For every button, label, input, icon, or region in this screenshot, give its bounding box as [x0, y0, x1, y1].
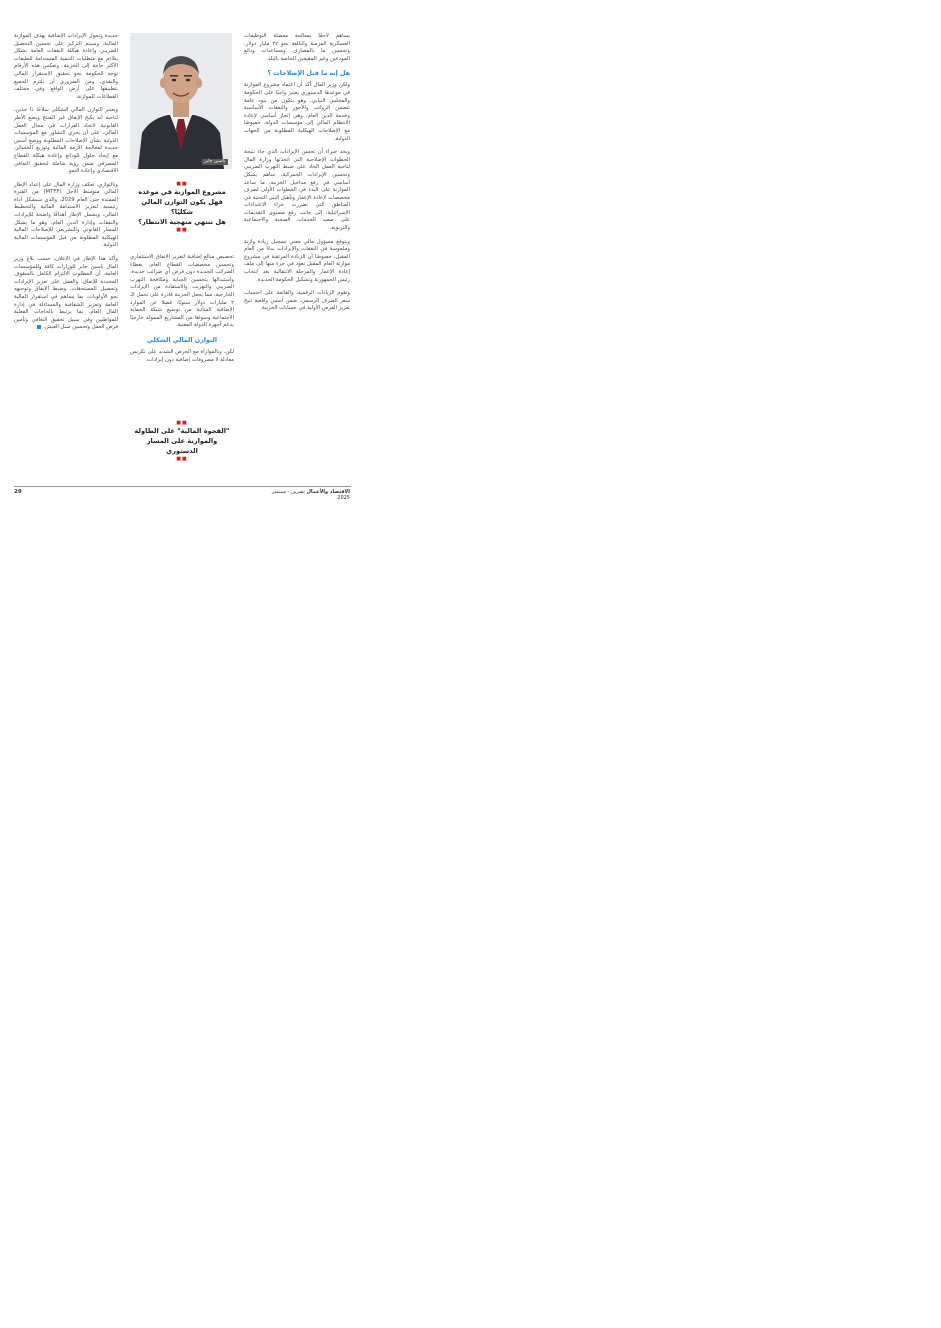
pull-quote-budget: [130, 181, 234, 233]
pull-quote-line: هل تنتهي منهجية الانتظار؟: [138, 218, 226, 226]
issue-date: تشرين - سبتمبر 2025: [271, 489, 350, 501]
paragraph: تخصيص مبالغ إضافية لتعزيز الإنفاق الاستثماري وتحسين مخصصات القطاع العام، بغطاء الضرائب الجديدة دون فرض أي ضرائب جديدة، واستبدالها بتحسين الجباية ومكافحة التهرب الضريبي والتهريب والاستفادة من الإيرادات الخارجية، مما يجعل الخزينة قادرة على تحمل الـ ٢ مليارات دولار سنويًا، فضلا عن الموارد الإضافية المتأتية من توسيع شبكة الحماية الاجتماعية وسواها من المشاريع الممولة خارجيًا بدعم أجهزة الدولة المعنية.: [130, 254, 234, 329]
paragraph: ولكن وزير المال أكد أن اعتماد مشروع الموازنة في موعدها الدستوري يعتبر واجبًا على الحكومة والمجلس النيابي، وهو يتكون من بنود عامة تتضمن الرواتب والأجور والنفقات الأساسية وخدمة الدين العام، وهي إنجاز أساسي لإعادة الانتظام المالي إلى مؤسسات الدولة، خصوصًا مع الإصلاحات الهيكلية المطلوبة من الجهات الدولية.: [244, 82, 350, 142]
paragraph: لكن، وبالموازاة مع الحرص الشديد على تكريس معادلة لا مصروفات إضافية دون إيرادات.: [130, 348, 234, 363]
paragraph: وبالتوازي، تعكف وزارة المال على إعداد الإطار المالي متوسط الأجل (MTFF) من الفترة الممتدة حتى العام 2029، والذي سيشكل أداة رئيسية لتعزيز الاستدامة المالية والتخطيط المالي، ويشمل الإطار أهدافًا واضحة للإيرادات والنفقات وإدارة الدين العام، وهو ما يشكل المسار القانوني والتشريعي للإصلاحات المالية الهيكلية المطلوبة من قبل المؤسسات المالية الدولية.: [14, 181, 118, 249]
magazine-name: الاقتصاد والأعمال: [306, 489, 350, 495]
quote-marks: ■■: [176, 227, 188, 233]
article-column-middle: [130, 254, 234, 370]
paragraph: [14, 256, 118, 332]
paragraph-text: وأكد هذا الإطار في الإعلان، حسب بلاغ وزير المال ياسين جابر للوزارات كافة وللمؤسسات العامة، أن المطلوب الالتزام الكامل بالسقوف المحددة للإنفاق، والعمل على تعزيز الإيرادات وتحصيل المستحقات، وضبط الإنفاق وتوجيهه نحو الأولويات، بما يساهم في استقرار المالية العامة وتعزيز الشفافية والمساءلة في إدارة المال العام، بما يرتبط بالحاجات الفعلية للمواطنين وفي سبيل تحقيق التعافي وتأمين فرص العمل وتحسين سبل العيش.: [14, 256, 118, 331]
section-subheading: هل إنه ما قبل الإصلاحات ؟: [267, 70, 350, 78]
paragraph: ويجد خبراء أن تحسن الإيرادات الذي جاء نتيجة الخطوات الإصلاحية التي اتخذتها وزارة المال لناحية العمل الجاد على ضبط التهرب الضريبي وتحسين الإيرادات الجمركية، ساهم بشكل أساسي في رفع مداخيل الخزينة، ما ساعد الموازنة على البدء في الخطوات الأولى لصرف مخصصات لإعادة الإعمار وتأهيل البنى التحتية في المناطق التي تضررت جراء الاعتداءات الإسرائيلية، إلى جانب رفع مستوى التقديمات على صعيد الخدمات الصحية والاجتماعية والتربوية.: [244, 149, 350, 232]
pull-quote-fiscal-gap: [130, 420, 234, 462]
photo-caption: ياسين جابر: [202, 159, 229, 165]
footer-divider: [14, 486, 351, 487]
quote-marks: ■■: [176, 420, 188, 426]
paragraph: وتقوم الزيادات الرقمية، والقائمة على احتساب سعر الصرف الرسمي، ضمن أسس واقعية تتيح تعزيز الفرص الأولية في حسابات الخزينة.: [244, 290, 350, 312]
pull-quote-line: والموازنة على المسار الدستوري: [146, 437, 218, 455]
article-column-left: [14, 33, 118, 338]
article-column-right: [244, 33, 350, 319]
pull-quote-line: "الفجوة المالية" على الطاولة: [134, 427, 230, 435]
portrait-image: [130, 33, 232, 169]
section-subheading: التوازن المالي الشكلي: [147, 336, 217, 344]
pull-quote-line: مشروع الموازنة في موعده: [138, 188, 226, 196]
paragraph: جديدة وتحول الإيرادات الإضافية بهدف الموازنة المالية، وسيتم التركيز على تحسين التحصيل الضريبي وإعادة هيكلة النفقات العامة بشكل يتلاءم مع متطلبات التنمية المستدامة للطبقات الأكثر حاجة إلى الخزينة. وتعكس هذه الأرقام توجه الحكومة نحو تحقيق الاستقرار المالي والنقدي، ومن الضروري أن يلتزم الجميع بتطبيقها على أرض الواقع وفي مختلف القطاعات للموازنة.: [14, 33, 118, 100]
paragraph: يساهم لاحقًا بمعالجة معضلة التوظيفات العسكرية المزمنة والبالغة نحو ٣٧ مليار دولار، وتحسين ما بالمصارف ومساعدات ودائع المودعين وغير المقيمين الخاصة بالبلد.: [244, 33, 350, 62]
end-of-article-icon: [37, 325, 41, 329]
portrait-photo: [130, 33, 232, 169]
paragraph: ويتوقع مسؤول مالي معني تسجيل زيادة وازنة وملموسة في النفقات والإيرادات بدءًا من العام المقبل، خصوصًا أن الزيادة المرتقبة في مشروع موازنة العام المقبل تعود في جزء منها إلى ملف إعادة الإعمار والمرحلة الانتقالية بعد انتخاب رئيس الجمهورية وتشكيل الحكومة الجديدة.: [244, 238, 350, 283]
quote-marks: ■■: [176, 181, 188, 187]
pull-quote-line: فهل يكون التوازن المالي شكليًا؟: [141, 198, 223, 216]
magazine-footer: [270, 489, 350, 501]
paragraph: ويعتبر التوازن المالي الشكلي سلاحًا ذا حدين، لناحية أنه يكبح الإنفاق غير المنتج ويضع الأطر القانونية لاتخاذ القرارات في مجال العمل المالي، على أن يجري التشاور مع المؤسسات الدولية بشأن الإصلاحات المطلوبة ووضع أسس جديدة لمعالجة الأزمة المالية وتوزيع الخسائر، مع إيجاد حلول للودائع وإعادة هيكلة القطاع المصرفي ضمن رؤية شاملة لتحقيق التعافي الاقتصادي وإعادة النمو.: [14, 107, 118, 175]
page-number: 29: [14, 489, 22, 495]
quote-marks: ■■: [176, 456, 188, 462]
